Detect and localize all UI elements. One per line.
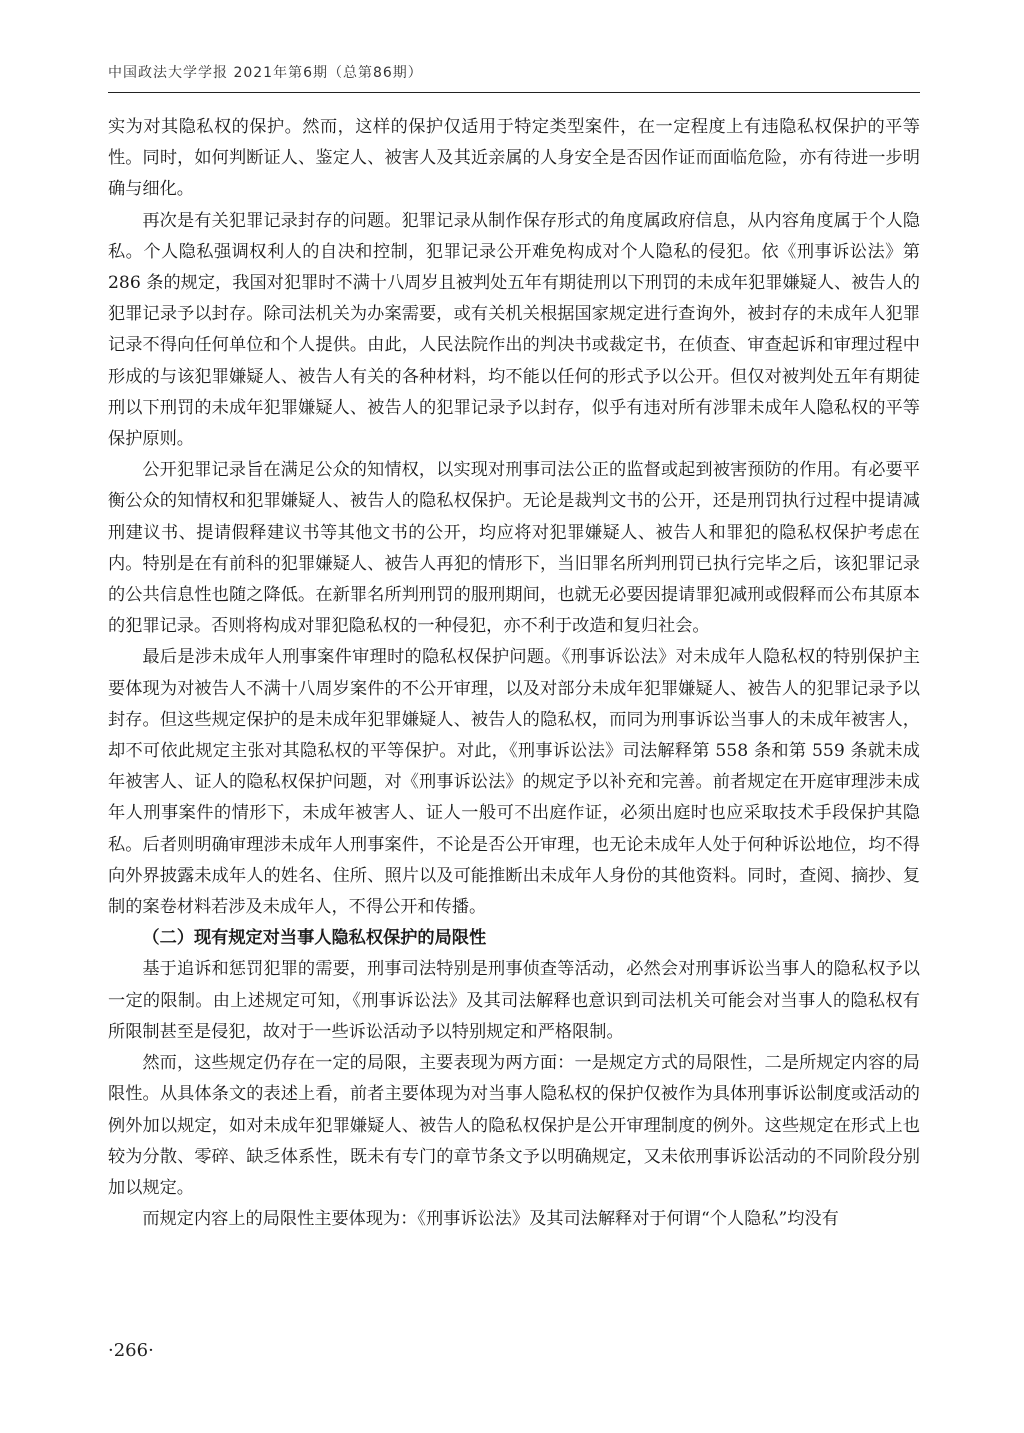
paragraph-public-records: 公开犯罪记录旨在满足公众的知情权，以实现对刑事司法公正的监督或起到被害预防的作用。有必要平衡公众的知情权和犯罪嫌疑人、被告人的隐私权保护。无论是裁判文书的公开，还是刑罚执行过程中提请减刑建议书、提请假释建议书等其他文书的公开，均应将对犯罪嫌疑人、被告人和罪犯的隐私权保护考虑在内。特别是在有前科的犯罪嫌疑人、被告人再犯的情形下，当旧罪名所判刑罚已执行完毕之后，该犯罪记录的公共信息性也随之降低。在新罪名所判刑罚的服刑期间，也就无必要因提请罪犯减刑或假释而公布其原本的犯罪记录。否则将构成对罪犯隐私权的一种侵犯，亦不利于改造和复归社会。 [108,460,920,637]
paragraph-continuation: 实为对其隐私权的保护。然而，这样的保护仅适用于特定类型案件，在一定程度上有违隐私权保护的平等性。同时，如何判断证人、鉴定人、被害人及其近亲属的人身安全是否因作证而面临危险，亦有待进一步明确与细化。 [108,117,920,200]
paragraph-juvenile-cases: 最后是涉未成年人刑事案件审理时的隐私权保护问题。《刑事诉讼法》对未成年人隐私权的特别保护主要体现为对被告人不满十八周岁案件的不公开审理，以及对部分未成年犯罪嫌疑人、被告人的犯罪记录予以封存。但这些规定保护的是未成年犯罪嫌疑人、被告人的隐私权，而同为刑事诉讼当事人的未成年被害人，却不可依此规定主张对其隐私权的平等保护。对此，《刑事诉讼法》司法解释第 558 条和第 559 条就未成年被害人、证人的隐私权保护问题，对《刑事诉讼法》的规定予以补充和完善。前者规定在开庭审理涉未成年人刑事案件的情形下，未成年被害人、证人一般可不出庭作证，必须出庭时也应采取技术手段保护其隐私。后者则明确审理涉未成年人刑事案件，不论是否公开审理，也无论未成年人处于何种诉讼地位，均不得向外界披露未成年人的姓名、住所、照片以及可能推断出未成年人身份的其他资料。同时，查阅、摘抄、复制的案卷材料若涉及未成年人，不得公开和传播。 [108,647,920,918]
paragraph-criminal-record-sealing: 再次是有关犯罪记录封存的问题。犯罪记录从制作保存形式的角度属政府信息，从内容角度属于个人隐私。个人隐私强调权利人的自决和控制，犯罪记录公开难免构成对个人隐私的侵犯。依《刑事诉讼法》第 286 条的规定，我国对犯罪时不满十八周岁且被判处五年有期徒刑以下刑罚的未成年犯罪嫌疑人、被告人的犯罪记录予以封存。除司法机关为办案需要，或有关机关根据国家规定进行查询外，被封存的未成年人犯罪记录不得向任何单位和个人提供。由此，人民法院作出的判决书或裁定书，在侦查、审查起诉和审理过程中形成的与该犯罪嫌疑人、被告人有关的各种材料，均不能以任何的形式予以公开。但仅对被判处五年有期徒刑以下刑罚的未成年犯罪嫌疑人、被告人的犯罪记录予以封存，似乎有违对所有涉罪未成年人隐私权的平等保护原则。 [108,210,920,450]
page-number: ·266· [108,1340,154,1361]
paragraph-content-limitation: 而规定内容上的局限性主要体现为：《刑事诉讼法》及其司法解释对于何谓“个人隐私”均没有 [142,1209,839,1230]
article-body [108,112,920,1235]
paragraph-limitation-intro: 基于追诉和惩罚犯罪的需要，刑事司法特别是刑事侦查等活动，必然会对刑事诉讼当事人的隐私权予以一定的限制。由上述规定可知，《刑事诉讼法》及其司法解释也意识到司法机关可能会对当事人的隐私权有所限制甚至是侵犯，故对于一些诉讼活动予以特别规定和严格限制。 [108,959,920,1042]
running-header: 中国政法大学学报 2021年第6期（总第86期） [108,65,423,81]
paragraph-two-limitations: 然而，这些规定仍存在一定的局限，主要表现为两方面：一是规定方式的局限性，二是所规定内容的局限性。从具体条文的表述上看，前者主要体现为对当事人隐私权的保护仅被作为具体刑事诉讼制度或活动的例外加以规定，如对未成年犯罪嫌疑人、被告人的隐私权保护是公开审理制度的例外。这些规定在形式上也较为分散、零碎、缺乏体系性，既未有专门的章节条文予以明确规定，又未依刑事诉讼活动的不同阶段分别加以规定。 [108,1053,920,1198]
section-heading: （二）现有规定对当事人隐私权保护的局限性 [142,928,487,949]
header-divider [108,92,920,93]
